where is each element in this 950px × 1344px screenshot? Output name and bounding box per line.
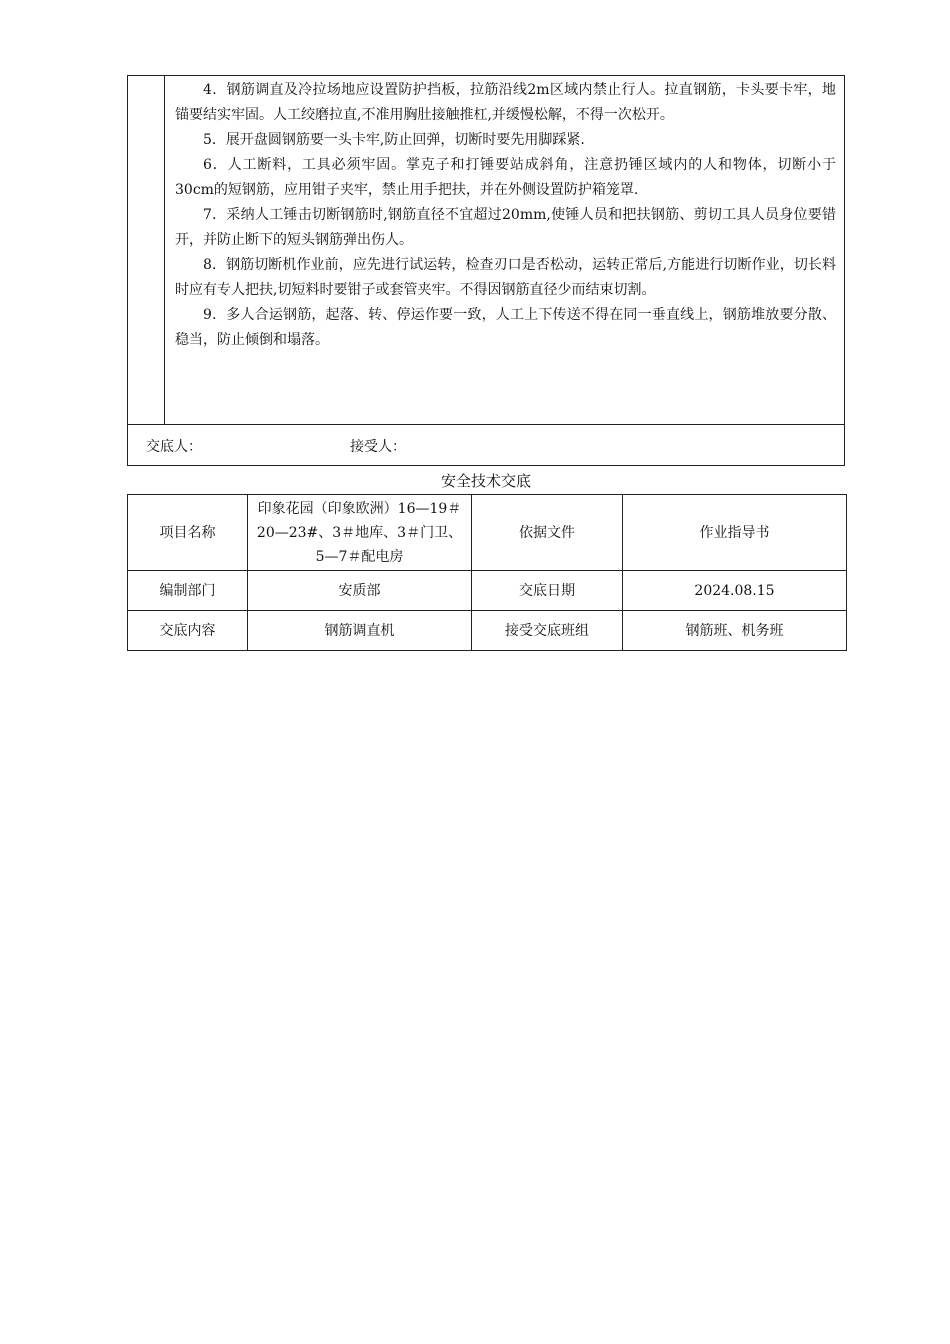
basis-label: 依据文件: [472, 495, 623, 571]
rule-item-5: 5．展开盘圆钢筋要一头卡牢,防止回弹，切断时要先用脚踩紧.: [203, 132, 585, 148]
rules-content: [165, 76, 844, 424]
rule-item-9: 9．多人合运钢筋，起落、转、停运作要一致，人工上下传送不得在同一垂直线上，钢筋堆放要分散、稳当，防止倾倒和塌落。: [175, 307, 836, 348]
basis-value: 作业指导书: [623, 495, 847, 571]
team-label: 接受交底班组: [472, 611, 623, 651]
table-row: [128, 611, 847, 651]
signature-row: [128, 424, 844, 465]
rule-item-7: 7．采纳人工锤击切断钢筋时,钢筋直径不宜超过20mm,使锤人员和把扶钢筋、剪切工具人员身位要错开，并防止断下的短头钢筋弹出伤人。: [175, 207, 836, 248]
receiver-label: 接受人：: [350, 439, 406, 455]
table-row: [128, 571, 847, 611]
rule-item-8: 8．钢筋切断机作业前，应先进行试运转，检查刃口是否松动，运转正常后,方能进行切断作业，切长料时应有专人把扶,切短料时要钳子或套管夹牢。不得因钢筋直径少而结束切割。: [175, 257, 836, 298]
rule-item-6: 6．人工断料，工具必须牢固。掌克子和打锤要站成斜角，注意扔锤区域内的人和物体，切断小于30cm的短钢筋，应用钳子夹牢，禁止用手把扶，并在外侧设置防护箱笼罩.: [175, 157, 836, 198]
content-label: 交底内容: [128, 611, 248, 651]
project-name-value: 印象花园（印象欧洲）16—19＃20—23#、3＃地库、3＃门卫、5—7＃配电房: [248, 495, 472, 571]
dept-label: 编制部门: [128, 571, 248, 611]
date-value: 2024.08.15: [623, 571, 847, 611]
safety-rules-box: [127, 75, 845, 466]
label-column: [128, 76, 165, 424]
content-value: 钢筋调直机: [248, 611, 472, 651]
dept-value: 安质部: [248, 571, 472, 611]
date-label: 交底日期: [472, 571, 623, 611]
team-value: 钢筋班、机务班: [623, 611, 847, 651]
table-row: [128, 495, 847, 571]
section-title: 安全技术交底: [440, 472, 531, 490]
project-name-label: 项目名称: [128, 495, 248, 571]
rule-item-4: 4．钢筋调直及冷拉场地应设置防护挡板，拉筋沿线2m区域内禁止行人。拉直钢筋，卡头要卡牢，地锚要结实牢固。人工绞磨拉直,不准用胸肚接触推杠,并缓慢松解，不得一次松开。: [175, 82, 836, 123]
giver-label: 交底人：: [146, 439, 202, 455]
info-table: [127, 494, 847, 651]
